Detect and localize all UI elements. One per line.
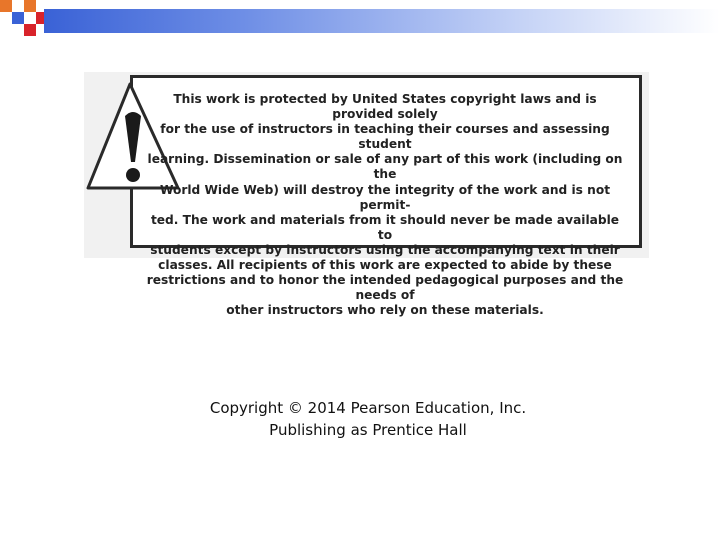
notice-line: ted. The work and materials from it should never be made available to: [150, 212, 620, 242]
copyright-line: Copyright © 2014 Pearson Education, Inc.: [209, 399, 527, 417]
notice-text: [146, 92, 624, 318]
notice-line: classes. All recipients of this work are expected to abide by these: [158, 258, 612, 273]
notice-line: learning. Dissemination or sale of any part of this work (including on the: [147, 152, 623, 182]
notice-line: This work is protected by United States copyright laws and is provided solely: [173, 92, 597, 122]
title-gradient-bar: [44, 9, 720, 33]
notice-line: students except by instructors using the accompanying text in their: [150, 242, 620, 257]
notice-line: restrictions and to honor the intended pedagogical purposes and the needs of: [146, 273, 624, 303]
notice-line: other instructors who rely on these materials.: [226, 303, 544, 318]
publisher-line: Publishing as Prentice Hall: [269, 421, 467, 439]
notice-line: World Wide Web) will destroy the integrity of the work and is not permit-: [159, 182, 611, 212]
notice-line: for the use of instructors in teaching their courses and assessing student: [160, 122, 610, 152]
copyright-footer: [130, 397, 606, 441]
